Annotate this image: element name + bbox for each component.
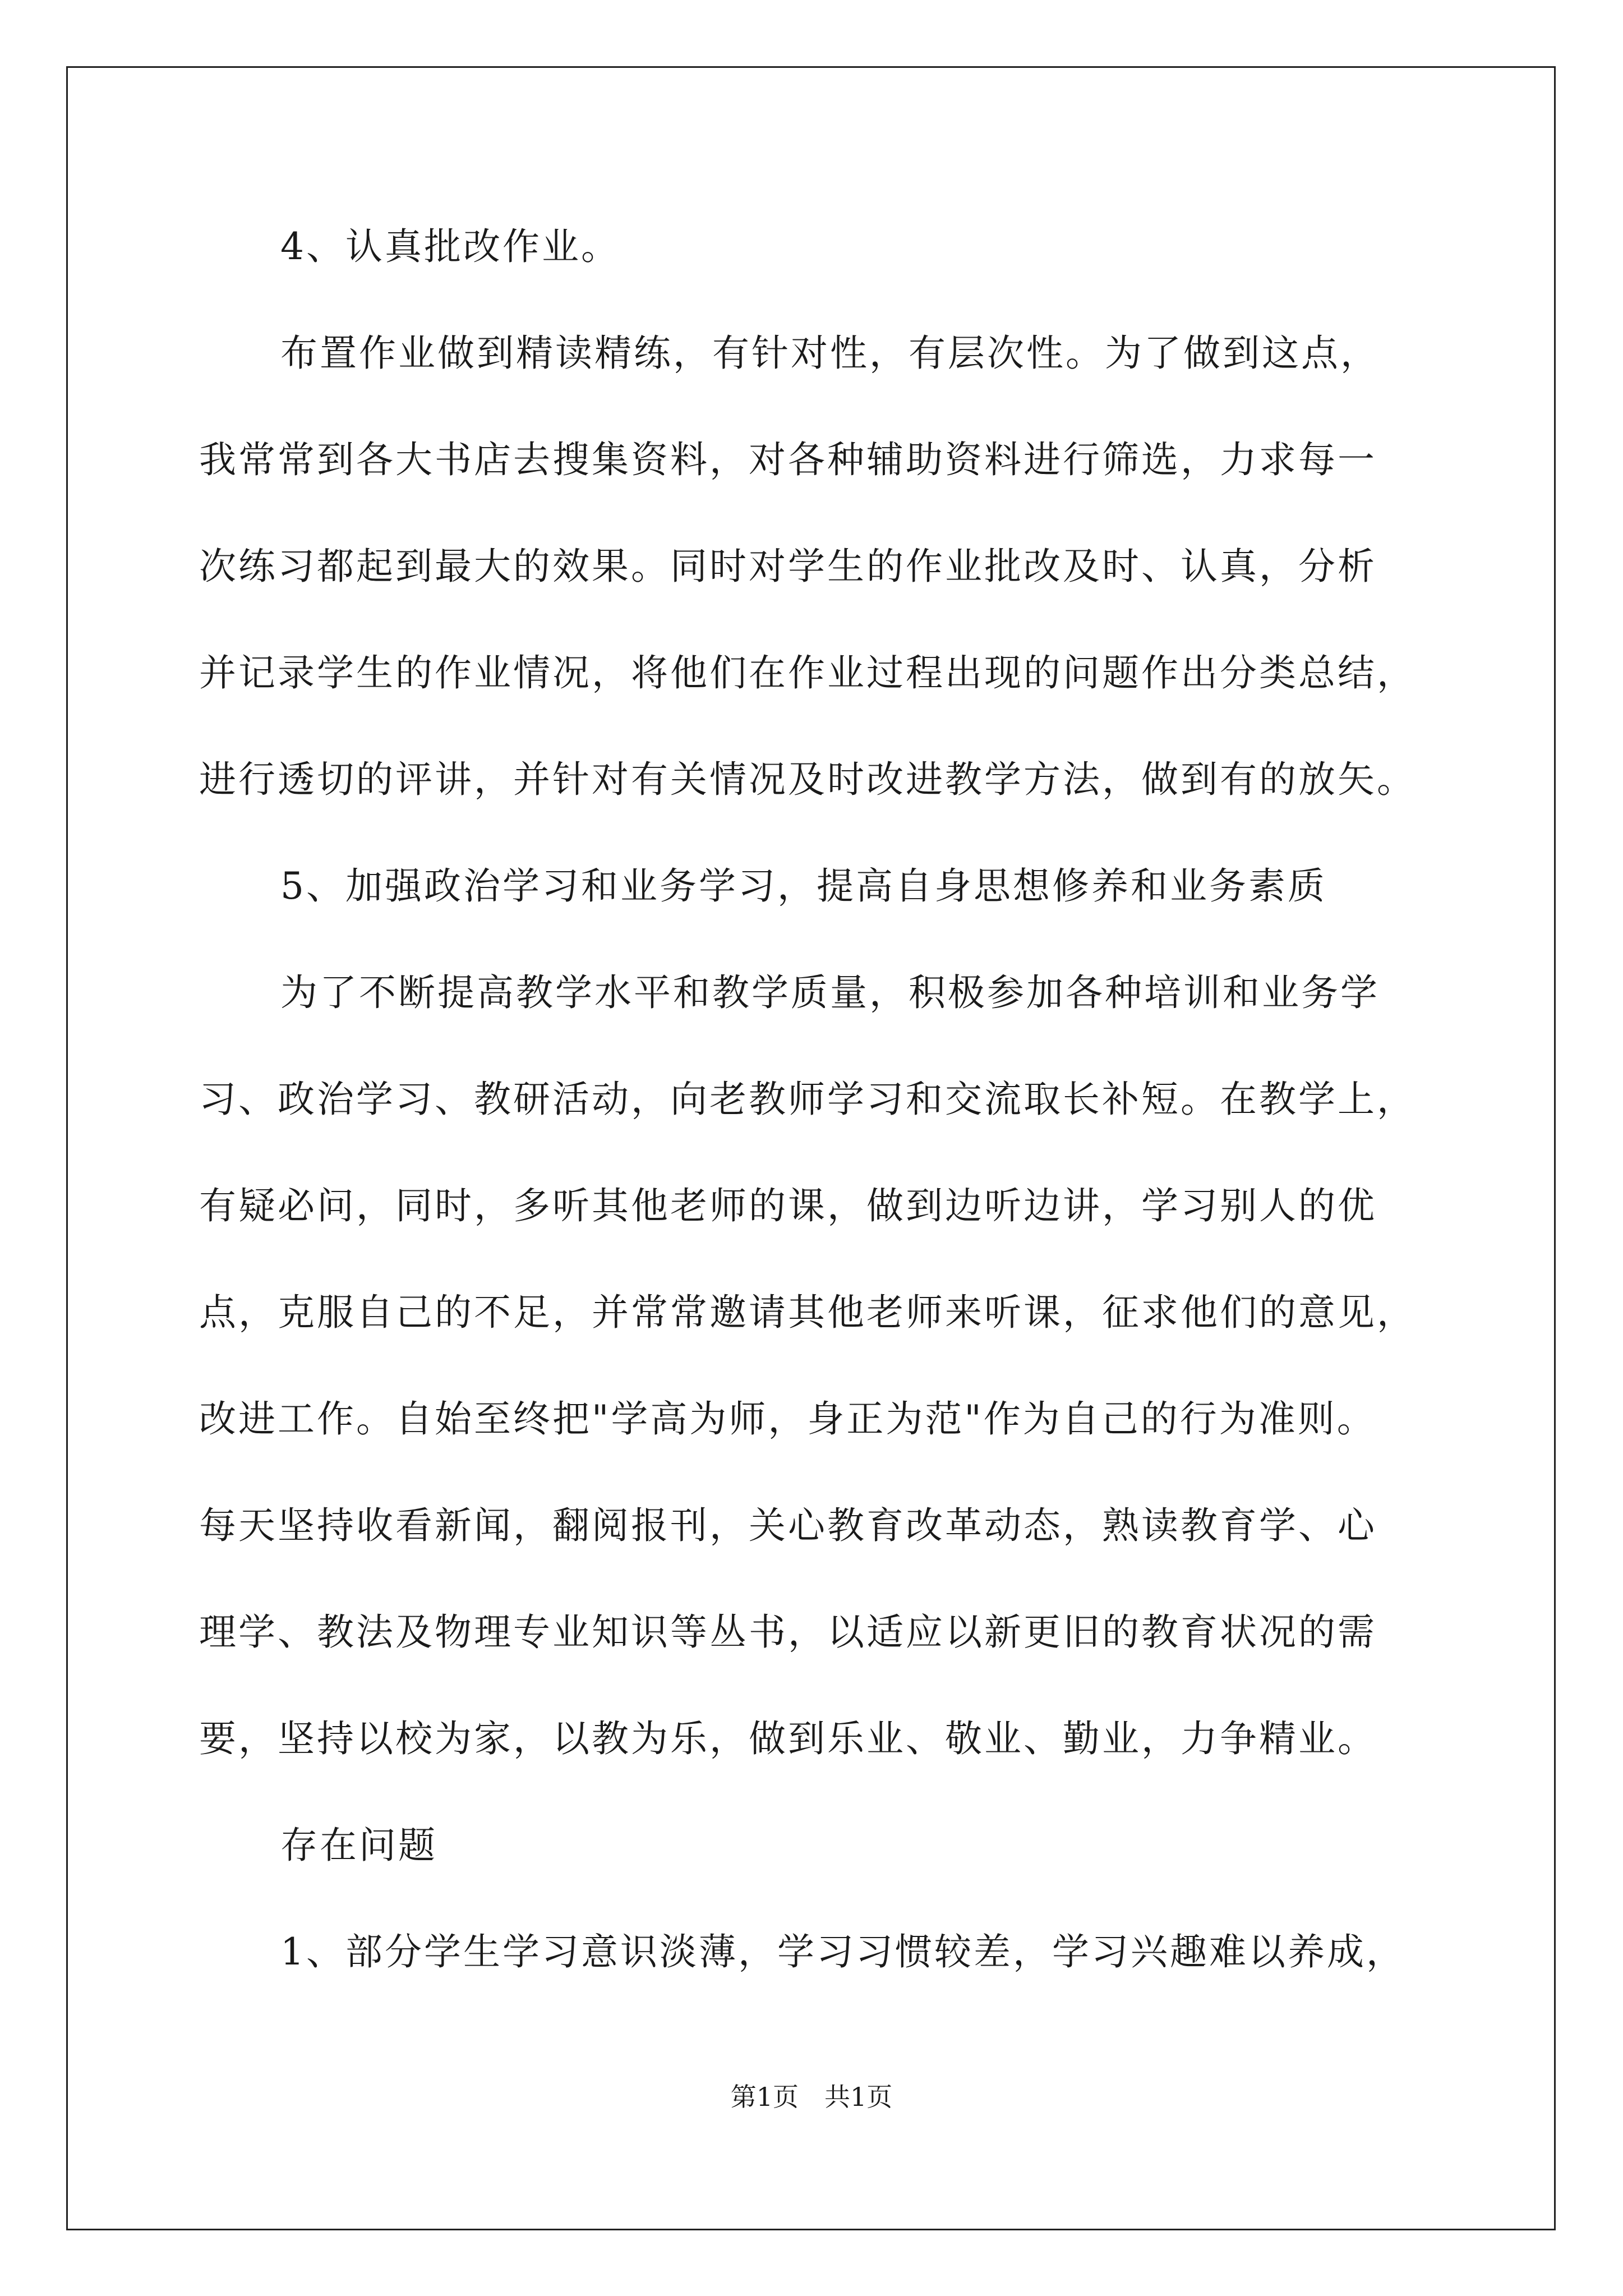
text-line: 每天坚持收看新闻，翻阅报刊，关心教育改革动态，熟读教育学、心: [199, 1504, 1377, 1547]
text-line-section-heading: 存在问题: [280, 1824, 437, 1867]
page-border: [66, 66, 1556, 2230]
text-line-heading-5: 5、加强政治学习和业务学习，提高自身思想修养和业务素质: [280, 864, 1327, 908]
text-line: 有疑必问，同时，多听其他老师的课，做到边听边讲，学习别人的优: [199, 1184, 1377, 1227]
page-footer: 第1页 共1页: [730, 2082, 893, 2112]
text-line: 点，克服自己的不足，并常常邀请其他老师来听课，征求他们的意见，: [199, 1291, 1416, 1334]
text-line: 次练习都起到最大的效果。同时对学生的作业批改及时、认真，分析: [199, 545, 1377, 588]
text-line-paragraph-start: 布置作业做到精读精练，有针对性，有层次性。为了做到这点，: [280, 332, 1380, 375]
text-line: 我常常到各大书店去搜集资料，对各种辅助资料进行筛选，力求每一: [199, 438, 1377, 481]
text-line: 理学、教法及物理专业知识等丛书，以适应以新更旧的教育状况的需: [199, 1611, 1377, 1654]
text-line: 习、政治学习、教研活动，向老教师学习和交流取长补短。在教学上，: [199, 1078, 1416, 1121]
text-line: 改进工作。自始至终把"学高为师，身正为范"作为自己的行为准则。: [199, 1397, 1376, 1441]
text-line: 要，坚持以校为家，以教为乐，做到乐业、敬业、勤业，力争精业。: [199, 1717, 1377, 1760]
text-line-heading-4: 4、认真批改作业。: [280, 225, 620, 268]
text-line-list-item-1: 1、部分学生学习意识淡薄，学习习惯较差，学习兴趣难以养成，: [280, 1930, 1405, 1973]
text-line: 并记录学生的作业情况，将他们在作业过程出现的问题作出分类总结，: [199, 651, 1416, 694]
text-line-paragraph-start: 为了不断提高教学水平和教学质量，积极参加各种培训和业务学: [280, 971, 1380, 1014]
text-line: 进行透切的评讲，并针对有关情况及时改进教学方法，做到有的放矢。: [199, 758, 1416, 801]
